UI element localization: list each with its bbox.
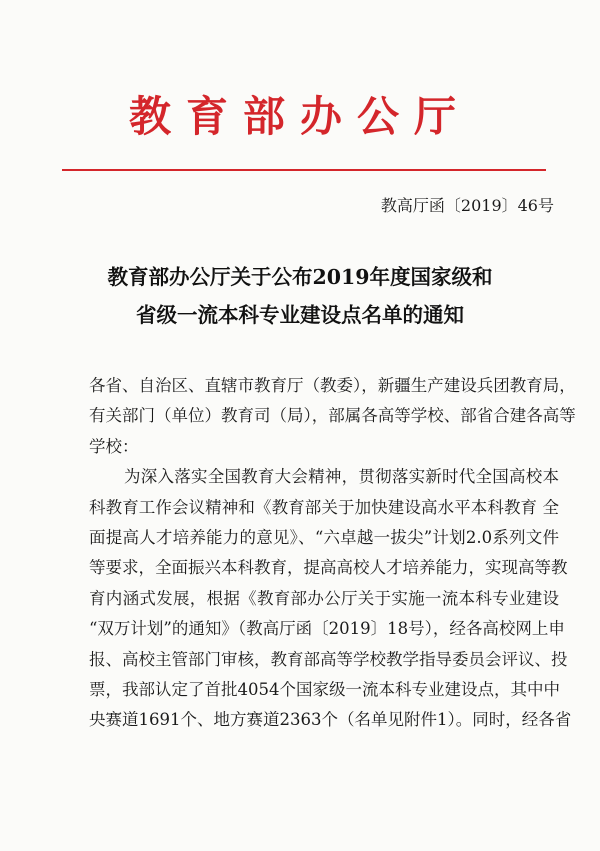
paragraph-line: 报、高校主管部门审核，教育部高等学校教学指导委员会评议、投 [89,649,568,669]
paragraph-line: 央赛道1691个、地方赛道2363个（名单见附件1）。同时，经各省 [89,710,572,730]
title-line-2: 省级一流本科专业建设点名单的通知 [136,303,464,327]
addressee-line: 学校： [89,436,139,456]
paragraph-line: 科教育工作会议精神和《教育部关于加快建设高水平本科教育 全 [89,497,559,517]
addressee-line: 有关部门（单位）教育司（局），部属各高等学校、部省合建各高等 [89,406,576,426]
paragraph-line: 为深入落实全国教育大会精神，贯彻落实新时代全国高校本 [124,467,559,487]
paragraph-line: “双万计划”的通知》（教高厅函〔2019〕18号），经各高校网上申 [89,619,565,639]
addressee-line: 各省、自治区、直辖市教育厅（教委），新疆生产建设兵团教育局， [89,376,576,395]
masthead-title: 教育部办公厅 [128,92,471,141]
paragraph-line: 育内涵式发展，根据《教育部办公厅关于实施一流本科专业建设 [89,588,559,608]
document-body [89,371,576,736]
document-title [0,258,600,334]
red-divider-line [62,169,546,171]
document-number: 教高厅函〔2019〕46号 [380,196,554,215]
paragraph-line: 票，我部认定了首批4054个国家级一流本科专业建设点，其中中 [89,680,560,700]
title-line-1: 教育部办公厅关于公布2019年度国家级和 [107,265,493,289]
paragraph-line: 面提高人才培养能力的意见》、“六卓越一拔尖”计划2.0系列文件 [89,528,559,548]
paragraph-line: 等要求，全面振兴本科教育，提高高校人才培养能力，实现高等教 [89,558,568,578]
